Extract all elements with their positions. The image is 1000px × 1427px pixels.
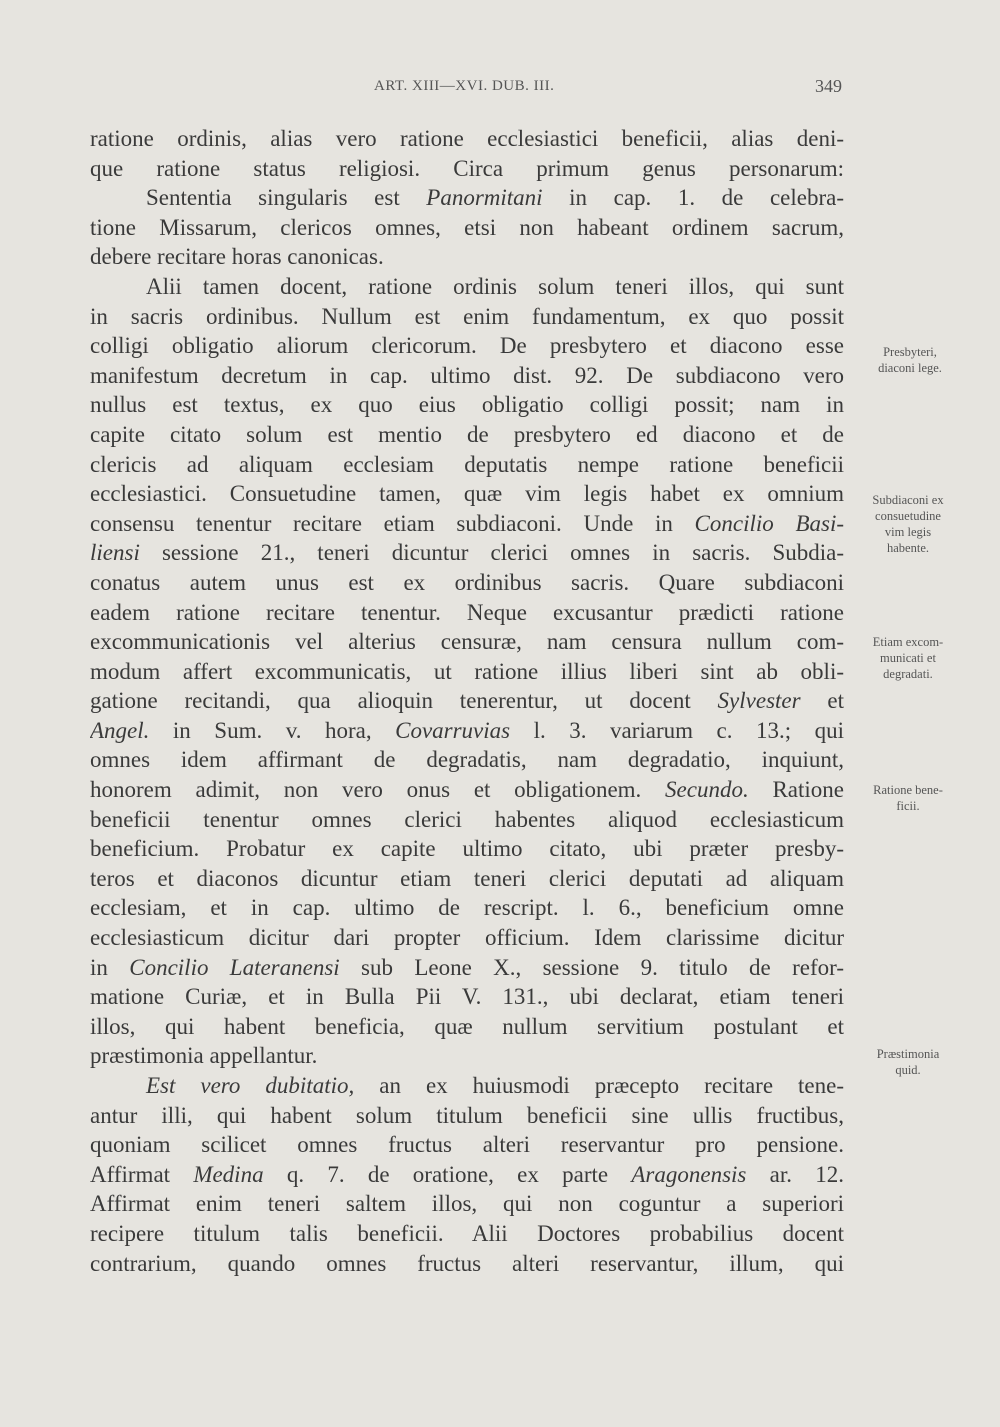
margin-note-line: quid.: [895, 1063, 921, 1077]
text-line: Alii tamen docent, ratione ordinis solum teneri illos, qui sunt: [146, 273, 844, 299]
margin-note-line: Presbyteri,: [883, 345, 937, 359]
text-line: eadem ratione recitare tenentur. Neque excusantur prædicti ratione: [90, 599, 844, 625]
margin-note-subdiaconi: [846, 492, 970, 556]
text-line: omnes idem affirmant de degradatis, nam degradatio, inquiunt,: [90, 747, 844, 773]
margin-note-line: Præstimonia: [876, 1047, 940, 1061]
text-line: gatione recitandi, qua alioquin tenerentur, ut docent Sylvester et: [90, 688, 844, 714]
text-line: que ratione status religiosi. Circa primum genus personarum:: [90, 155, 844, 181]
text-line: honorem adimit, non vero onus et obligationem. Secundo. Ratione: [90, 777, 844, 803]
margin-note-line: degradati.: [883, 667, 933, 681]
text-line: debere recitare horas canonicas.: [90, 244, 384, 270]
text-line: Angel. in Sum. v. hora, Covarruvias l. 3. variarum c. 13.; qui: [90, 717, 844, 743]
text-line: ratione ordinis, alias vero ratione ecclesiastici beneficii, alias deni-: [90, 126, 844, 151]
margin-note-line: diaconi lege.: [878, 361, 942, 375]
text-line: liensi sessione 21., teneri dicuntur clerici omnes in sacris. Subdia-: [90, 540, 844, 566]
text-line: ecclesiam, et in cap. ultimo de rescript. l. 6., beneficium omne: [90, 895, 844, 921]
text-line: in sacris ordinibus. Nullum est enim fundamentum, ex quo possit: [90, 303, 844, 329]
text-line: colligi obligatio aliorum clericorum. De presbytero et diacono esse: [90, 333, 844, 359]
text-line: Est vero dubitatio, an ex huiusmodi præcepto recitare tene-: [146, 1073, 844, 1098]
body-text: [90, 124, 844, 1278]
text-line: tione Missarum, clericos omnes, etsi non habeant ordinem sacrum,: [90, 214, 844, 240]
text-line: antur illi, qui habent solum titulum beneficii sine ullis fructibus,: [90, 1102, 844, 1128]
margin-note-line: Subdiaconi ex: [872, 493, 944, 507]
text-line: ecclesiastici. Consuetudine tamen, quæ vim legis habet ex omnium: [90, 481, 844, 507]
margin-note-presbyteri: [850, 344, 970, 376]
margin-note-line: habente.: [887, 541, 929, 555]
margin-note-ratione-beneficii: [846, 782, 970, 814]
margin-note-excommunicati: [846, 634, 970, 682]
text-line: Affirmat Medina q. 7. de oratione, ex parte Aragonensis ar. 12.: [90, 1161, 844, 1187]
text-line: quoniam scilicet omnes fructus alteri reservantur pro pensione.: [90, 1132, 844, 1158]
text-line: nullus est textus, ex quo eius obligatio colligi possit; nam in: [90, 392, 844, 418]
text-line: Sententia singularis est Panormitani in cap. 1. de celebra-: [146, 185, 844, 211]
text-line: matione Curiæ, et in Bulla Pii V. 131., ubi declarat, etiam teneri: [90, 984, 844, 1010]
text-line: illos, qui habent beneficia, quæ nullum servitium postulant et: [90, 1013, 844, 1039]
text-line: teros et diaconos dicuntur etiam teneri clerici deputati ad aliquam: [90, 865, 844, 891]
text-line: præstimonia appellantur.: [90, 1043, 318, 1069]
text-line: ecclesiasticum dicitur dari propter officium. Idem clarissime dicitur: [90, 925, 844, 951]
text-line: manifestum decretum in cap. ultimo dist. 92. De subdiacono vero: [90, 362, 844, 388]
text-line: beneficii tenentur omnes clerici habentes aliquod ecclesiasticum: [90, 806, 844, 832]
page-header: [0, 78, 1000, 102]
margin-note-line: consuetudine: [875, 509, 941, 523]
margin-note-praestimonia: [846, 1046, 970, 1078]
text-line: consensu tenentur recitare etiam subdiaconi. Unde in Concilio Basi-: [90, 510, 844, 536]
text-line: in Concilio Lateranensi sub Leone X., sessione 9. titulo de refor-: [90, 954, 844, 980]
text-line: modum affert excommunicatis, ut ratione illius liberi sint ab obli-: [90, 658, 844, 684]
margin-note-line: vim legis: [884, 525, 932, 539]
text-line: excommunicationis vel alterius censuræ, nam censura nullum com-: [90, 629, 844, 655]
text-line: Affirmat enim teneri saltem illos, qui non coguntur a superiori: [90, 1191, 844, 1217]
text-line: capite citato solum est mentio de presbytero ed diacono et de: [90, 421, 844, 447]
text-line: recipere titulum talis beneficii. Alii Doctores probabilius docent: [90, 1220, 844, 1246]
text-line: clericis ad aliquam ecclesiam deputatis nempe ratione beneficii: [90, 451, 844, 477]
margin-note-line: Ratione bene-: [873, 783, 943, 797]
text-line: beneficium. Probatur ex capite ultimo citato, ubi præter presby-: [90, 836, 844, 862]
running-head: ART. XIII—XVI. DUB. III.: [374, 78, 555, 94]
text-line: conatus autem unus est ex ordinibus sacris. Quare subdiaconi: [90, 569, 844, 595]
text-line: contrarium, quando omnes fructus alteri reservantur, illum, qui: [90, 1250, 844, 1276]
page-number: 349: [815, 76, 842, 96]
margin-note-line: Etiam excom-: [872, 635, 944, 649]
margin-note-line: municati et: [880, 651, 936, 665]
margin-note-line: ficii.: [896, 799, 920, 813]
